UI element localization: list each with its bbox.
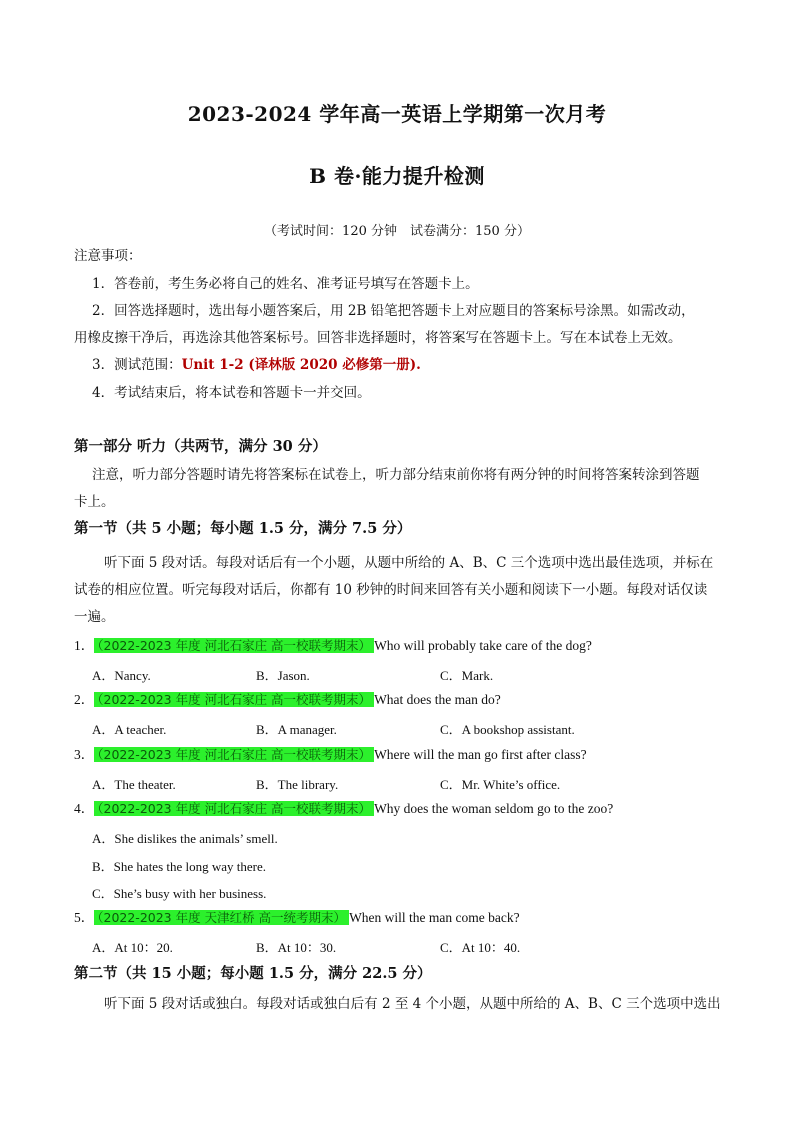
- question-3: [74, 746, 587, 764]
- part1-heading: 第一部分 听力（共两节，满分 30 分）: [74, 438, 327, 455]
- option-a: A．A teacher.: [92, 722, 167, 737]
- section2-intro-line-1: 听下面 5 段对话或独白。每段对话或独白后有 2 至 4 个小题，从题中所给的 A、B、C 三个选项中选出: [104, 996, 721, 1012]
- section1-intro-line-3: 一遍。: [74, 609, 115, 625]
- source-tag: （2022-2023 年度 河北石家庄 高一校联考期末）: [94, 747, 374, 762]
- question-number: 2．: [74, 692, 95, 707]
- question-number: 3．: [74, 747, 95, 762]
- question-text: When will the man come back?: [349, 910, 520, 925]
- question-text: Who will probably take care of the dog?: [374, 638, 592, 653]
- question-2: [74, 691, 501, 709]
- part1-intro-line-2: 卡上。: [74, 494, 115, 510]
- question-text: What does the man do?: [374, 692, 501, 707]
- option-b: B．Jason.: [256, 668, 310, 683]
- note-item-1: 1．答卷前，考生务必将自己的姓名、准考证号填写在答题卡上。: [92, 276, 479, 292]
- note-item-2-line-1: 2．回答选择题时，选出每小题答案后，用 2B 铅笔把答题卡上对应题目的答案标号涂黑。如需改动，: [92, 303, 695, 319]
- note-item-3: [92, 356, 421, 374]
- section2-heading: 第二节（共 15 小题；每小题 1.5 分，满分 22.5 分）: [74, 965, 432, 982]
- exam-info: （考试时间：120 分钟 试卷满分：150 分）: [264, 224, 530, 239]
- question-number: 1．: [74, 638, 95, 653]
- question-number: 5．: [74, 910, 95, 925]
- test-scope: Unit 1-2 (译林版 2020 必修第一册).: [181, 357, 421, 373]
- option-c: C．Mr. White’s office.: [440, 777, 561, 792]
- option-a: A．The theater.: [92, 777, 176, 792]
- option-b: B．She hates the long way there.: [92, 859, 267, 874]
- question-text: Why does the woman seldom go to the zoo?: [374, 801, 614, 816]
- option-c: C．A bookshop assistant.: [440, 722, 575, 737]
- question-4: [74, 800, 613, 818]
- section1-heading: 第一节（共 5 小题；每小题 1.5 分，满分 7.5 分）: [74, 520, 412, 537]
- option-b: B．At 10：30.: [256, 940, 337, 955]
- question-1: [74, 637, 592, 655]
- option-c: C．Mark.: [440, 668, 494, 683]
- note-item-2-line-2: 用橡皮擦干净后，再选涂其他答案标号。回答非选择题时，将答案写在答题卡上。写在本试卷上无效。: [74, 330, 682, 346]
- section1-intro-line-2: 试卷的相应位置。听完每段对话后，你都有 10 秒钟的时间来回答有关小题和阅读下一小题。每段对话仅读: [74, 582, 708, 598]
- note-item-4: 4．考试结束后，将本试卷和答题卡一并交回。: [92, 385, 371, 401]
- option-c: C．At 10：40.: [440, 940, 521, 955]
- source-tag: （2022-2023 年度 河北石家庄 高一校联考期末）: [94, 638, 374, 653]
- option-b: B．The library.: [256, 777, 339, 792]
- question-number: 4．: [74, 801, 95, 816]
- option-a: A．At 10：20.: [92, 940, 173, 955]
- option-c: C．She’s busy with her business.: [92, 886, 267, 901]
- exam-title: 2023-2024 学年高一英语上学期第一次月考: [187, 102, 607, 126]
- notes-heading: 注意事项：: [74, 248, 142, 264]
- option-b: B．A manager.: [256, 722, 337, 737]
- option-a: A．She dislikes the animals’ smell.: [92, 831, 278, 846]
- option-a: A．Nancy.: [92, 668, 151, 683]
- exam-subtitle: B 卷·能力提升检测: [309, 164, 485, 188]
- source-tag: （2022-2023 年度 河北石家庄 高一校联考期末）: [94, 692, 374, 707]
- part1-intro-line-1: 注意，听力部分答题时请先将答案标在试卷上，听力部分结束前你将有两分钟的时间将答案转涂到答题: [92, 467, 700, 483]
- question-5: [74, 909, 520, 927]
- source-tag: （2022-2023 年度 河北石家庄 高一校联考期末）: [94, 801, 374, 816]
- section1-intro-line-1: 听下面 5 段对话。每段对话后有一个小题，从题中所给的 A、B、C 三个选项中选出最佳选项，并标在: [104, 555, 714, 571]
- question-text: Where will the man go first after class?: [374, 747, 587, 762]
- note-item-3-prefix: 3．测试范围：: [92, 357, 182, 373]
- source-tag: （2022-2023 年度 天津红桥 高一统考期末）: [94, 910, 349, 925]
